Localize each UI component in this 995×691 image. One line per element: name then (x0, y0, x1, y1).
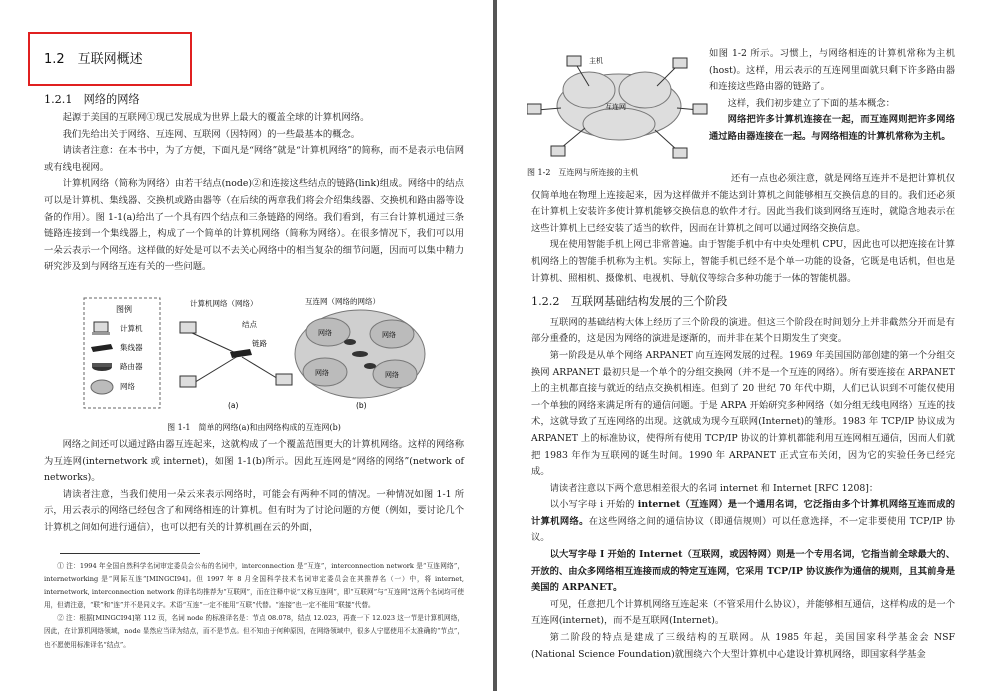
legend-item-computer: 计算机 (120, 324, 143, 333)
network-label: 网络 (382, 331, 396, 339)
after-figure-text (44, 437, 464, 537)
paragraph: 起源于美国的互联网①现已发展成为世界上最大的覆盖全球的计算机网络。 (62, 112, 370, 123)
figure-1-2-caption: 图 1-2 互连网与所连接的主机 (527, 168, 639, 177)
paragraph: 网络之间还可以通过路由器互连起来，这就构成了一个覆盖范围更大的计算机网络。这样的网络称为互连网(internetwork 或 internet)，如图 1-1(b)所示。因此互连网是“网络的网络”(network of networks)。 (44, 439, 464, 484)
paragraph: 如图 1-2 所示。习惯上，与网络相连的计算机常称为主机(host)。这样，用云表示的互连网里面就只剩下许多路由器和连接这些路由器的链路了。 (709, 48, 955, 93)
footnotes (44, 560, 464, 652)
left-page (0, 0, 493, 691)
figure-a-title: 计算机网络（网络） (190, 299, 258, 308)
footnote: ① 注：1994 年全国自然科学名词审定委员会公布的名词中，interconnection 是“互连”，interconnection network 是“互连网络”，internetworking 是“网际互连”[MINGCI94]。但 1997 年 8 月全国科学技术名词审定委员会在其推荐名（一）中，将 internet, internetwork, interconnection network 的译名均推荐为“互联网”，而在注释中说“又称互连网”，即“互联网”与“互连网”这两个名词均可使用，但请注意，“联”和“连”并不是同义字。术语“互连”一定不能用“互联”代替。“连接”也一定不能用“联接”代替。 (44, 562, 464, 610)
cloud-label: 互连网 (605, 103, 626, 111)
figure-1-1 (80, 292, 430, 417)
cloud-icon (91, 380, 113, 394)
section-title: 1.2 互联网概述 (44, 52, 143, 67)
legend-item-hub: 集线器 (120, 343, 143, 352)
subsection-title: 1.2.2 互联网基础结构发展的三个阶段 (531, 295, 728, 309)
right-body-text (531, 171, 955, 663)
router-icon (92, 363, 112, 371)
footnote-rule (60, 553, 200, 554)
paragraph: 第一阶段是从单个网络 ARPANET 向互连网发展的过程。1969 年美国国防部创建的第一个分组交换网 ARPANET 最初只是一个单个的分组交换网（并不是一个互连的网络）。所有要连接在 ARPANET 上的主机都直接与就近的结点交换机相连。但到了 20 世纪 70 年代中期，人们已认识到不可能仅使用一个单独的网络来满足所有的通信问题。于是 ARPA 开始研究多种网络（如分组无线电网络）互连的技术，这就导致了互连网络的出现。这就成为现今互联网(Internet)的雏形。1983 年 TCP/IP 协议成为 ARPANET 上的标准协议，使得所有使用 TCP/IP 协议的计算机都能利用互连网相互通信，因而人们就把 1983 年作为互联网的诞生时间。1990 年 ARPANET 正式宣布关闭，因为它的实验任务已经完成。 (531, 349, 955, 478)
paragraph: 以大写字母 I 开始的 Internet（互联网，或因特网）则是一个专用名词，它指当前全球最大的、开放的、由众多网络相互连接而成的特定互连网，它采用 TCP/IP 协议族作为通信的规则，且其前身是美国的 ARPANET。 (531, 549, 955, 594)
host-label: 主机 (589, 57, 603, 65)
footnote: ② 注：根据[MINGCI94]第 112 页，名词 node 的标准译名是：节点 08.078，结点 12.023，再查一下 12.023 这一节是计算机网络，因此，在计算机网络领域，node 显然应当译为结点，而不是节点。但不知由于何种原因，在网络领域中，很多人宁愿使用不太准确的“节点”，也不愿使用标准译名“结点”。 (44, 614, 464, 649)
subsection-title: 1.2.1 网络的网络 (44, 93, 140, 106)
paragraph: 我们先给出关于网络、互连网、互联网（因特网）的一些最基本的概念。 (62, 128, 361, 140)
computer-icon (92, 322, 110, 335)
right-page (497, 0, 995, 691)
figure-b-sub: (b) (356, 401, 367, 410)
figure-a-sub: (a) (228, 401, 239, 410)
paragraph: 请读者注意：在本书中，为了方便，下面凡是“网络”就是“计算机网络”的简称，而不是表示电信网或有线电视网。 (44, 145, 464, 173)
paragraph: 请读者注意，当我们使用一朵云来表示网络时，可能会有两种不同的情况。一种情况如图 1-1 所示，用云表示的网络已经包含了和网络相连的计算机。但有时为了讨论问题的方便（例如，要讨论几个计算机之间如何进行通信），也可以把有关的计算机画在云的外面， (44, 488, 464, 533)
paragraph: 互联网的基础结构大体上经历了三个阶段的演进。但这三个阶段在时间划分上并非截然分开而是有部分重叠的，这是因为网络的演进是逐渐的，而并非在某个日期发生了突变。 (531, 316, 955, 345)
network-label: 网络 (315, 369, 329, 377)
paragraph: 可见，任意把几个计算机网络互连起来（不管采用什么协议），并能够相互通信，这样构成的是一个互连网(internet)，而不是互联网(Internet)。 (531, 598, 955, 627)
figure-b-title: 互连网（网络的网络） (305, 297, 380, 306)
intro-text (44, 110, 464, 276)
figure-1-1-caption: 图 1-1 简单的网络(a)和由网络构成的互连网(b) (167, 423, 341, 432)
legend-item-network: 网络 (120, 382, 135, 391)
paragraph: 计算机网络（简称为网络）由若干结点(node)②和连接这些结点的链路(link)组成。网络中的结点可以是计算机、集线器、交换机或路由器等（在后续的两章我们将会介绍集线器、交换机和路由器等设备的作用）。图 1-1(a)给出了一个具有四个结点和三条链路的网络。我们看到，有三台计算机通过三条链路连接到一个集线器上，构成了一个简单的计算机网络（简称为网络）。在很多情况下，我们可以用一朵云表示一个网络。这样做的好处是可以不去关心网络中的相当复杂的细节问题，因而可以集中精力研究涉及到与网络互连有关的一些问题。 (44, 178, 464, 273)
figure-1-2 (527, 46, 709, 164)
paragraph: 这样，我们初步建立了下面的基本概念： (727, 97, 895, 109)
figure-a-node-label: 结点 (242, 320, 257, 329)
hub-icon (230, 349, 252, 358)
bold-concept: 网络把许多计算机连接在一起，而互连网则把许多网络通过路由器连接在一起。与网络相连的计算机常称为主机。 (709, 114, 955, 142)
top-text (709, 46, 955, 146)
legend-title: 图例 (116, 305, 132, 314)
paragraph: 请读者注意以下两个意思相差很大的名词 internet 和 Internet [RFC 1208]： (549, 482, 879, 494)
paragraph: 第二阶段的特点是建成了三级结构的互联网。从 1985 年起，美国国家科学基金会 NSF (National Science Foundation)就围绕六个大型计算机中心建设计算机网络，即国家科学基金 (531, 632, 955, 660)
paragraph: 现在使用智能手机上网已非常普遍。由于智能手机中有中央处理机 CPU，因此也可以把连接在计算机网络上的智能手机称为主机。实际上，智能手机已经不是个单一功能的设备，它既是电话机，但也是计算机、照相机、摄像机、电视机、导航仪等综合多种功能于一体的智能机器。 (531, 239, 955, 284)
legend-item-router: 路由器 (120, 362, 143, 371)
paragraph: 还有一点也必须注意，就是网络互连并不是把计算机仅仅简单地在物理上连接起来，因为这样做并不能达到计算机之间能够相互交换信息的目的。我们还必须在计算机上安装许多使计算机能够交换信息的软件才行。因此当我们谈到网络互连时，就隐含地表示在这些计算机上已经安装了适当的软件，因而在计算机之间可以通过网络交换信息。 (531, 173, 955, 234)
network-label: 网络 (385, 371, 399, 379)
network-label: 网络 (318, 329, 332, 337)
paragraph: 以小写字母 i 开始的 internet（互连网）是一个通用名词，它泛指由多个计算机网络互连而成的计算机网络。在这些网络之间的通信协议（即通信规则）可以任意选择，不一定非要使用 TCP/IP 协议。 (531, 499, 955, 544)
figure-a-link-label: 链路 (252, 339, 267, 348)
